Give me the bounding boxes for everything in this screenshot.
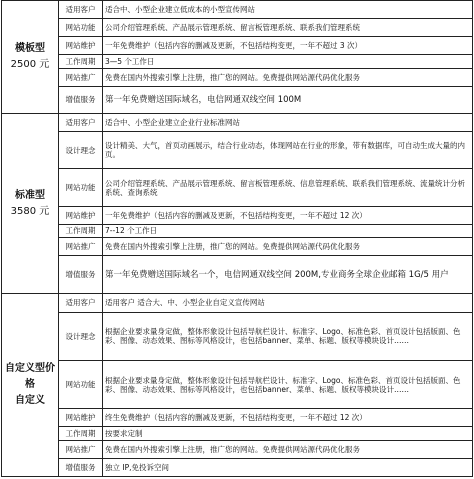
row-label: 网站功能 [59,169,103,206]
row-label: 设计理念 [59,312,103,360]
plan-price: 2500 元 [10,58,50,70]
table-row [2,132,473,169]
row-value: 第一年免费赠送国际域名一个，电信网通双线空间 200M,专业商务全球企业邮箱 1G/5 用户 [103,256,473,294]
row-value: 设计精美、大气，首页动画展示，结合行业动态，体现网站在行业的形象，带有数据库，可自动生成大量的内页。 [103,132,473,169]
table-row [2,440,473,458]
plan-name: 标准型 [15,189,45,201]
row-label: 网站推广 [59,68,103,86]
row-label: 网站维护 [59,37,103,55]
row-value: 7--12 个工作日 [103,224,473,237]
row-label: 适用客户 [59,113,103,131]
row-label: 设计理念 [59,132,103,169]
row-label: 增值服务 [59,86,103,113]
row-label: 网站功能 [59,360,103,408]
table-row [2,427,473,440]
row-value: 免费在国内外搜索引擎上注册，推广您的网站。免费提供网站源代码优化服务 [103,68,473,86]
plan-name: 自定义型价格 [5,363,55,391]
row-value: 适合中、小型企业建立企业行业标准网站 [103,113,473,131]
row-label: 网站维护 [59,206,103,224]
row-label: 增值服务 [59,256,103,294]
row-value: 3—5 个工作日 [103,55,473,68]
row-value: 终生免费维护（包括内容的删减及更新，不包括结构变更，一年不超过 12 次） [103,409,473,427]
table-row [2,1,473,19]
row-label: 工作周期 [59,224,103,237]
table-row [2,294,473,312]
table-row [2,237,473,255]
table-row [2,256,473,294]
row-value: 第一年免费赠送国际域名，电信网通双线空间 100M [103,86,473,113]
row-value: 根据企业要求量身定做，整体形象设计包括导航栏设计、标准字、Logo、标准色彩、首页设计包括版面、色彩、图像、动态效果、图标等风格设计，也包括banner、菜单、标题、版权等模块设计…… [103,360,473,408]
table-row [2,68,473,86]
row-value: 适用客户 适合大、中、小型企业自定义宣传网站 [103,294,473,312]
row-value: 独立 IP,免投诉空间 [103,458,473,476]
table-row [2,360,473,408]
table-row [2,55,473,68]
plan-price: 3580 元 [10,205,50,217]
table-row [2,113,473,131]
row-value: 按要求定制 [103,427,473,440]
plan-name: 模板型 [15,42,45,54]
table-row [2,312,473,360]
row-label: 工作周期 [59,427,103,440]
pricing-table [1,0,473,477]
table-row [2,37,473,55]
plan-price: 自定义 [15,395,45,407]
row-value: 免费在国内外搜索引擎上注册，推广您的网站。免费提供网站源代码优化服务 [103,237,473,255]
row-value: 免费在国内外搜索引擎上注册，推广您的网站。免费提供网站源代码优化服务 [103,440,473,458]
row-label: 网站推广 [59,440,103,458]
table-row [2,458,473,476]
row-label: 适用客户 [59,1,103,19]
table-row [2,224,473,237]
row-label: 工作周期 [59,55,103,68]
table-row [2,206,473,224]
row-label: 网站功能 [59,19,103,37]
plan-cell-custom [2,294,59,477]
row-value: 根据企业要求量身定做，整体形象设计包括导航栏设计、标准字、Logo、标准色彩、首页设计包括版面、色彩、图像、动态效果、图标等风格设计，也包括banner、菜单、标题、版权等模块设计…… [103,312,473,360]
row-value: 一年免费维护（包括内容的删减及更新，不包括结构变更，一年不超过 3 次） [103,37,473,55]
row-label: 增值服务 [59,458,103,476]
row-label: 网站维护 [59,409,103,427]
row-label: 网站推广 [59,237,103,255]
table-row [2,409,473,427]
plan-cell-template [2,1,59,114]
plan-cell-standard [2,113,59,293]
row-value: 公司介绍管理系统、产品展示管理系统、留言板管理系统、联系我们管理系统 [103,19,473,37]
row-value: 适合中、小型企业建立低成本的小型宣传网站 [103,1,473,19]
row-value: 一年免费维护（包括内容的删减及更新，不包括结构变更，一年不超过 12 次） [103,206,473,224]
row-value: 公司介绍管理系统、产品展示管理系统、留言板管理系统、信息管理系统、联系我们管理系统、流量统计分析系统、查询系统 [103,169,473,206]
row-label: 适用客户 [59,294,103,312]
table-row [2,19,473,37]
table-row [2,86,473,113]
table-row [2,169,473,206]
